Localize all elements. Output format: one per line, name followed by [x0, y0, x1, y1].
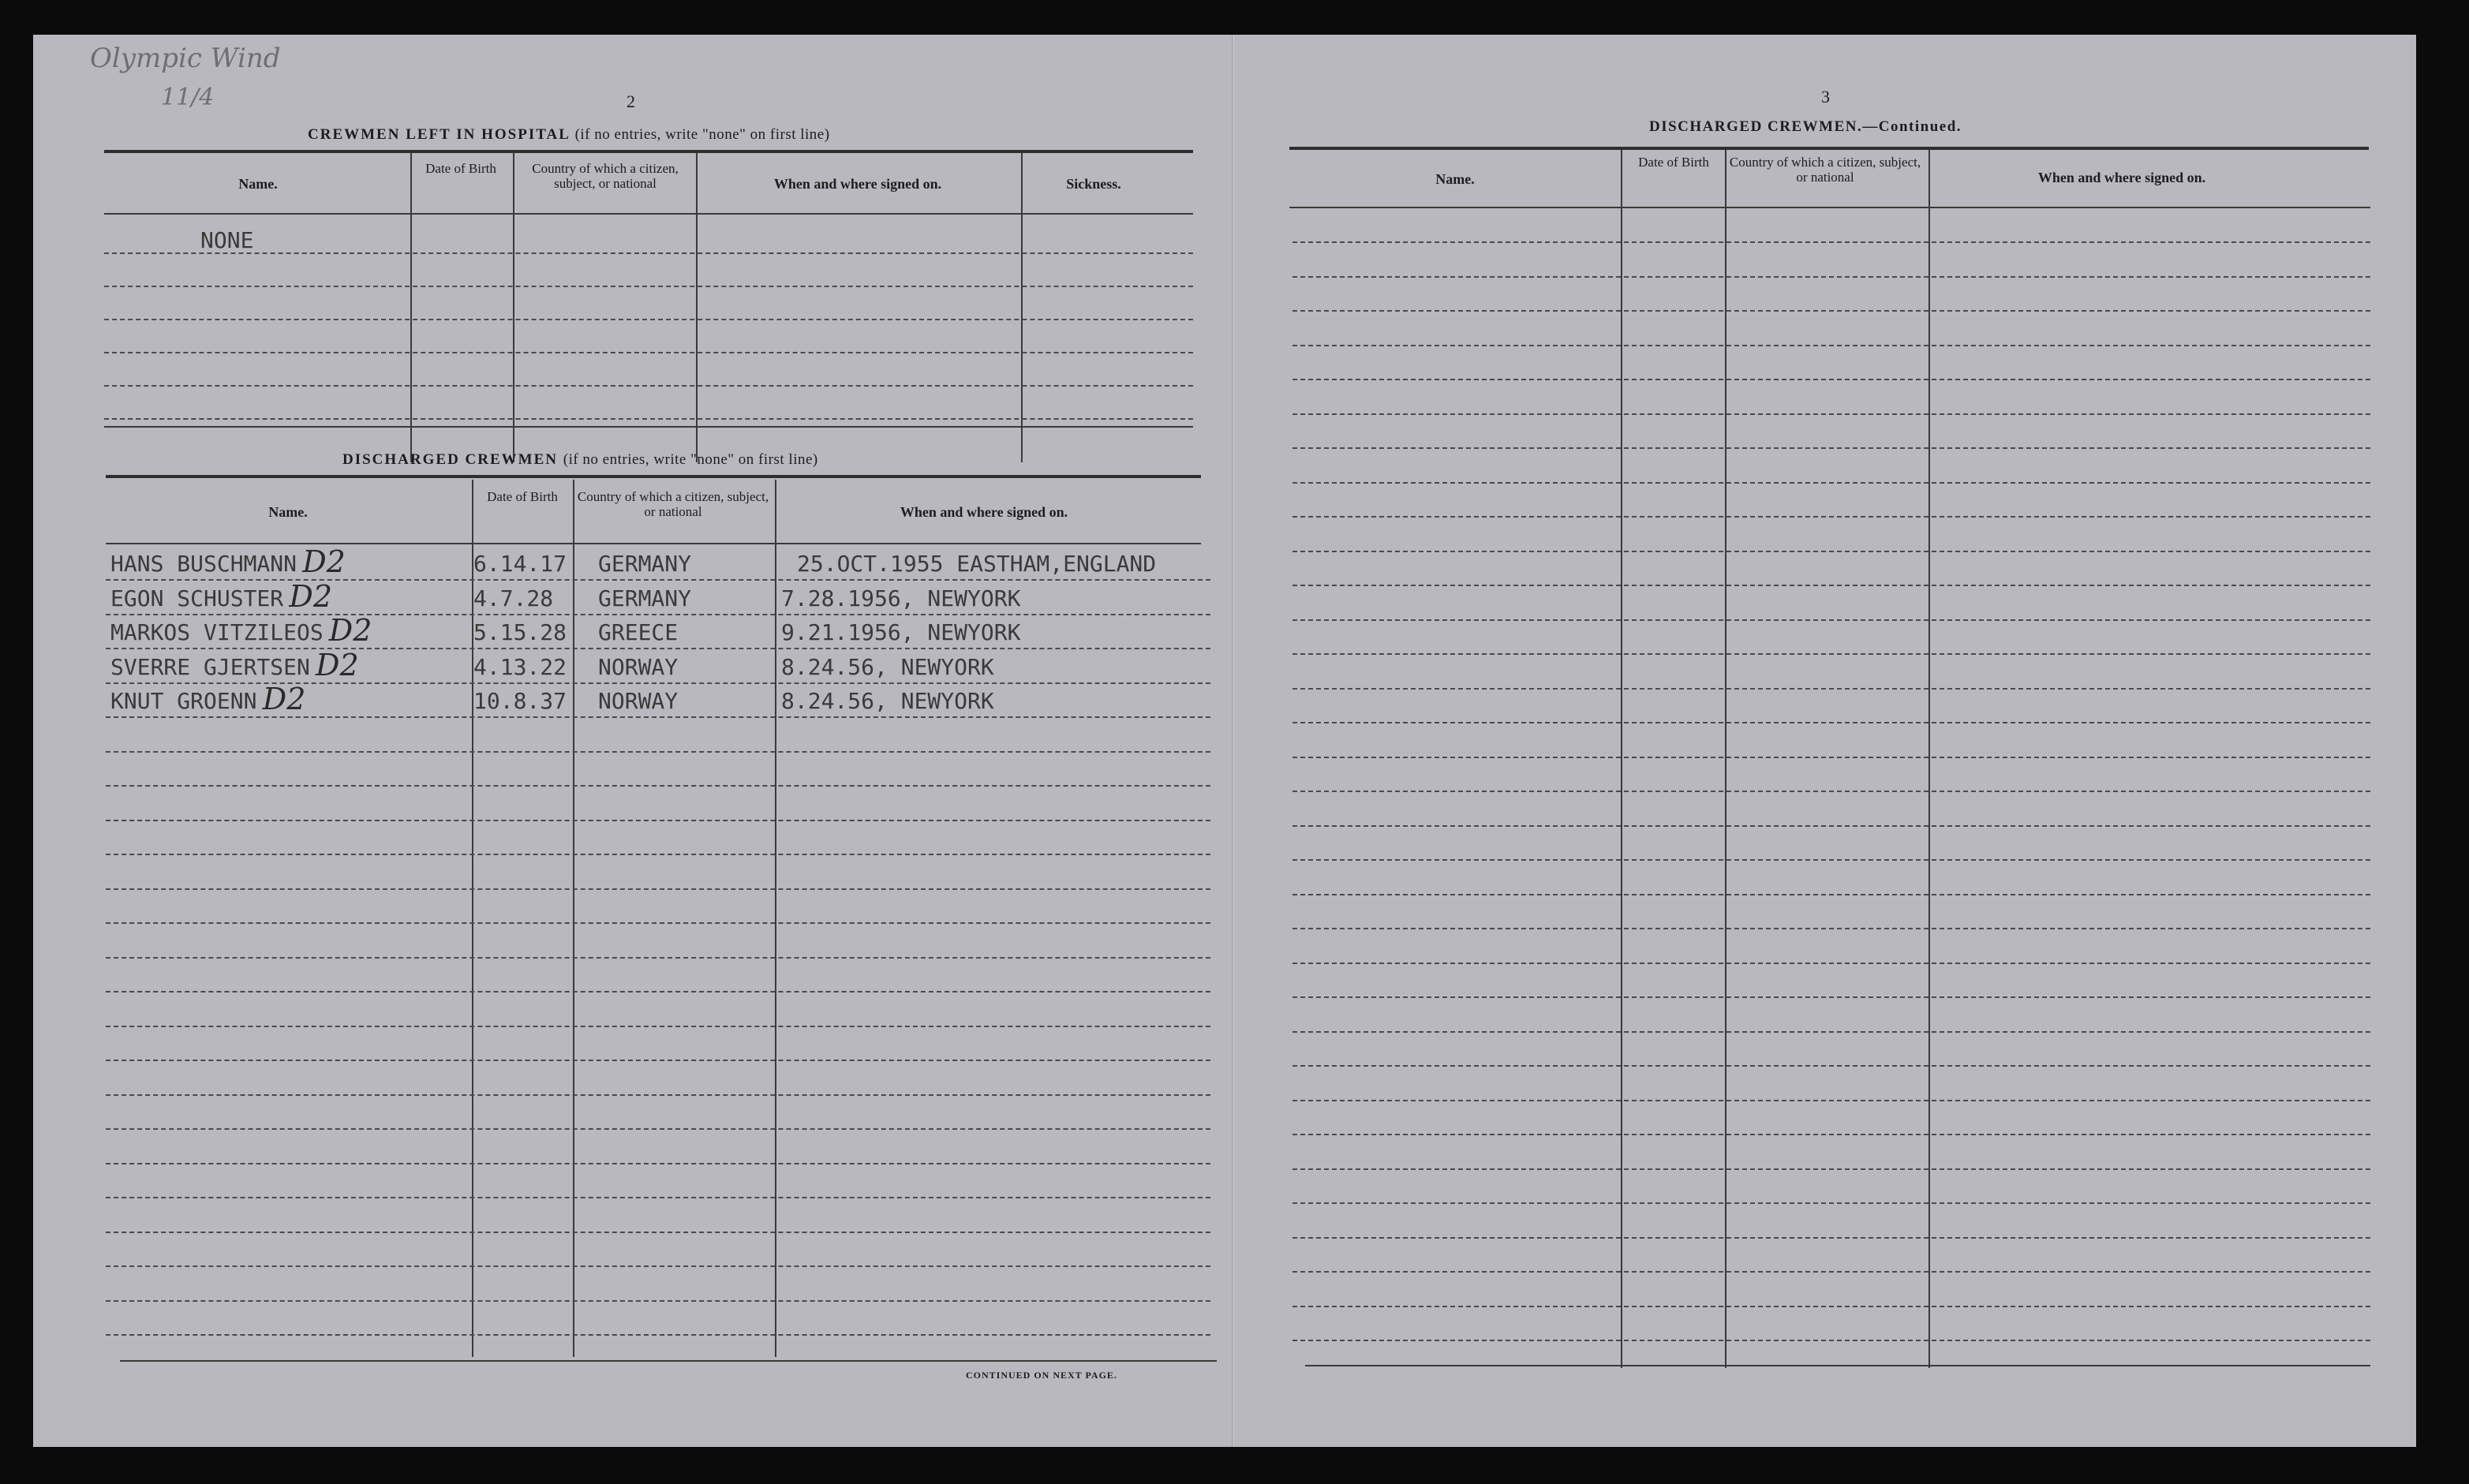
crewman-name: SVERRE GJERTSEN — [110, 653, 310, 680]
ruled-line — [1292, 1271, 2370, 1273]
right-table-title: DISCHARGED CREWMEN.—Continued. — [1649, 118, 1962, 135]
discharge-initials: D2 — [262, 682, 306, 716]
ruled-line — [106, 751, 1210, 753]
hospital-header-rule — [104, 213, 1193, 215]
discharge-initials: D2 — [316, 647, 359, 682]
discharged-table-title: DISCHARGED CREWMEN (if no entries, write "none" on first line) — [342, 451, 818, 468]
ruled-line — [1292, 1065, 2370, 1067]
page-number-left: 2 — [627, 92, 635, 111]
discharged-table-top-rule — [106, 475, 1201, 478]
crewman-name: EGON SCHUSTER — [110, 585, 284, 611]
crewman-country: NORWAY — [598, 688, 679, 714]
crewman-dob: 4.13.22 — [473, 653, 567, 680]
hospital-header-dob: Date of Birth — [425, 161, 496, 176]
ruled-line — [1292, 619, 2370, 621]
crewman-signed-on: 8.24.56, NEWYORK — [781, 653, 994, 680]
right-table-bottom-rule — [1305, 1365, 2370, 1366]
ruled-line — [106, 820, 1210, 821]
hospital-first-entry: NONE — [200, 227, 254, 253]
crewman-name: MARKOS VITZILEOS — [110, 619, 324, 645]
ruled-line — [1292, 825, 2370, 827]
ruled-line — [106, 614, 1210, 615]
hospital-col-rule — [410, 153, 412, 462]
crewman-dob: 5.15.28 — [473, 619, 567, 645]
ruled-line — [1292, 585, 2370, 586]
ruled-line — [1292, 1237, 2370, 1239]
discharge-initials: D2 — [302, 544, 346, 579]
ruled-line — [106, 888, 1210, 890]
ruled-line — [1292, 1202, 2370, 1204]
corner-note-date: 11/4 — [161, 84, 215, 111]
corner-note-ship: Olympic Wind — [90, 43, 281, 74]
ruled-line — [104, 385, 1193, 387]
ruled-line — [1292, 653, 2370, 655]
ruled-line — [106, 579, 1210, 581]
crewman-dob: 10.8.37 — [473, 688, 567, 714]
ruled-line — [1292, 1340, 2370, 1341]
ruled-line — [106, 1334, 1210, 1336]
right-header-name: Name. — [1435, 171, 1475, 187]
continued-footer: CONTINUED ON NEXT PAGE. — [966, 1370, 1117, 1381]
discharge-initials: D2 — [328, 613, 372, 648]
crewman-signed-on: 7.28.1956, NEWYORK — [781, 585, 1021, 611]
ruled-line — [106, 1128, 1210, 1130]
ruled-line — [1292, 345, 2370, 346]
ruled-line — [1292, 1100, 2370, 1101]
ruled-line — [1292, 1031, 2370, 1033]
discharged-header-name: Name. — [268, 504, 308, 520]
ruled-line — [1292, 379, 2370, 380]
ruled-line — [104, 418, 1193, 420]
right-header-signed: When and where signed on. — [2037, 170, 2206, 185]
hospital-table-title: CREWMEN LEFT IN HOSPITAL (if no entries, write "none" on first line) — [308, 126, 830, 143]
discharged-header-rule — [106, 543, 1201, 544]
ruled-line — [1292, 1168, 2370, 1170]
discharged-header-dob: Date of Birth — [487, 489, 558, 504]
ruled-line — [106, 1197, 1210, 1198]
ruled-line — [1292, 1134, 2370, 1135]
discharged-col-rule — [472, 480, 473, 1357]
right-header-rule — [1289, 207, 2370, 208]
ruled-line — [104, 352, 1193, 353]
right-col-rule — [1928, 150, 1930, 1368]
ruled-line — [1292, 413, 2370, 415]
ruled-line — [1292, 996, 2370, 998]
discharged-table-bottom-rule — [120, 1360, 1217, 1362]
ruled-line — [1292, 276, 2370, 278]
ruled-line — [1292, 310, 2370, 312]
ruled-line — [106, 1060, 1210, 1061]
crewman-signed-on: 25.OCT.1955 EASTHAM,ENGLAND — [797, 551, 1157, 577]
crewman-signed-on: 9.21.1956, NEWYORK — [781, 619, 1021, 645]
ruled-line — [104, 286, 1193, 287]
ruled-line — [106, 1265, 1210, 1267]
crewman-country: GERMANY — [598, 585, 692, 611]
hospital-header-name: Name. — [238, 176, 278, 192]
hospital-col-rule — [1021, 153, 1023, 462]
ruled-line — [1292, 447, 2370, 449]
crewman-country: GREECE — [598, 619, 679, 645]
right-table-top-rule — [1289, 147, 2369, 150]
right-col-rule — [1725, 150, 1726, 1368]
ruled-line — [1292, 928, 2370, 929]
hospital-col-rule — [696, 153, 698, 462]
hospital-header-sickness: Sickness. — [1066, 176, 1121, 192]
ruled-line — [1292, 791, 2370, 792]
ruled-line — [1292, 516, 2370, 518]
ruled-line — [1292, 894, 2370, 895]
crewman-country: NORWAY — [598, 653, 679, 680]
ruled-line — [106, 1232, 1210, 1233]
crewman-name: KNUT GROENN — [110, 688, 257, 714]
ruled-line — [1292, 963, 2370, 964]
ruled-line — [106, 991, 1210, 992]
ruled-line — [104, 252, 1193, 254]
hospital-col-rule — [513, 153, 514, 462]
discharged-header-country: Country of which a citizen, subject, or national — [577, 489, 769, 519]
crewman-country: GERMANY — [598, 551, 692, 577]
ruled-line — [1292, 482, 2370, 484]
ruled-line — [1292, 722, 2370, 723]
ruled-line — [106, 922, 1210, 924]
ruled-line — [104, 319, 1193, 320]
crewman-dob: 4.7.28 — [473, 585, 554, 611]
left-page — [33, 35, 1234, 1447]
crewman-signed-on: 8.24.56, NEWYORK — [781, 688, 994, 714]
discharged-col-rule — [775, 480, 776, 1357]
right-header-country: Country of which a citizen, subject, or national — [1729, 155, 1921, 185]
hospital-header-country: Country of which a citizen, subject, or national — [532, 161, 679, 191]
ruled-line — [106, 716, 1210, 718]
ruled-line — [106, 1094, 1210, 1096]
right-header-dob: Date of Birth — [1638, 155, 1709, 170]
ruled-line — [106, 785, 1210, 787]
ruled-line — [106, 1163, 1210, 1164]
ruled-line — [1292, 688, 2370, 690]
hospital-header-signed: When and where signed on. — [773, 176, 942, 192]
ruled-line — [1292, 1306, 2370, 1307]
crewman-dob: 6.14.17 — [473, 551, 567, 577]
discharged-col-rule — [573, 480, 574, 1357]
crewman-name: HANS BUSCHMANN — [110, 551, 297, 577]
ruled-line — [106, 648, 1210, 649]
hospital-table-bottom-rule — [104, 426, 1193, 428]
page-number-right: 3 — [1821, 87, 1830, 107]
discharge-initials: D2 — [289, 578, 333, 614]
right-page — [1234, 35, 2416, 1447]
discharged-header-signed: When and where signed on. — [900, 504, 1068, 520]
ruled-line — [1292, 241, 2370, 243]
ruled-line — [106, 1300, 1210, 1302]
ruled-line — [106, 1026, 1210, 1027]
ruled-line — [106, 957, 1210, 959]
ruled-line — [106, 854, 1210, 855]
right-col-rule — [1621, 150, 1622, 1368]
hospital-table-top-rule — [104, 150, 1193, 153]
ruled-line — [1292, 551, 2370, 552]
ruled-line — [1292, 859, 2370, 861]
ruled-line — [1292, 757, 2370, 758]
